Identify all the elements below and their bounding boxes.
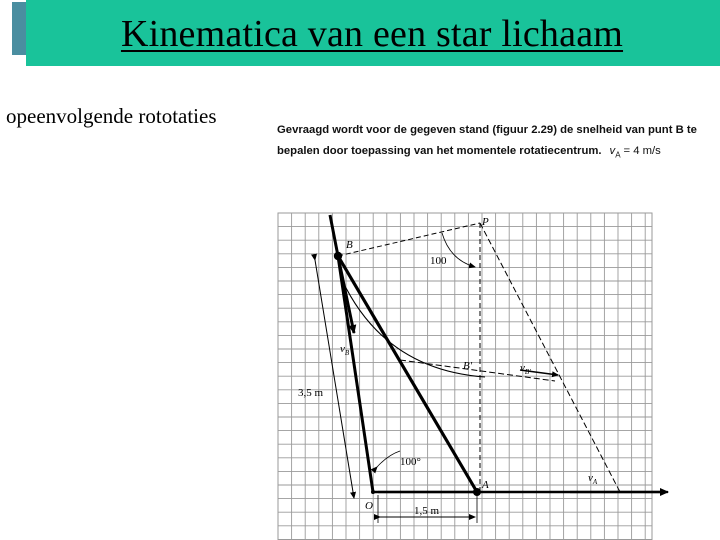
label-angle-bottom: 100° — [400, 456, 421, 468]
label-dim-rod: 3,5 m — [298, 387, 324, 399]
point-A — [473, 488, 481, 496]
label-vA-subscript: A — [592, 478, 598, 486]
label-P: P — [482, 216, 489, 228]
given-velocity-subscript: A — [615, 150, 621, 160]
slide-title: Kinematica van een star lichaam — [120, 13, 624, 55]
problem-line-2 — [277, 141, 720, 165]
label-A: A — [482, 479, 489, 491]
problem-statement — [277, 120, 720, 165]
given-velocity-value: = 4 — [623, 145, 640, 157]
label-B-prime: B' — [463, 360, 473, 372]
problem-line-2-text: bepalen door toepassing van het momentele rotatiecentrum. — [277, 145, 602, 157]
label-vB-prime-subscript: B' — [524, 368, 531, 376]
label-vB-subscript: B — [344, 349, 350, 357]
label-angle-top: 100 — [430, 255, 447, 267]
label-vB-symbol: v — [340, 343, 345, 355]
point-O — [371, 490, 375, 494]
label-O: O — [365, 500, 373, 512]
label-vA-symbol: v — [588, 472, 593, 484]
point-B — [334, 252, 342, 260]
problem-line-1: Gevraagd wordt voor de gegeven stand (figuur 2.29) de snelheid van punt B te — [277, 124, 697, 136]
label-vB-prime-symbol: v — [520, 362, 525, 374]
given-velocity-unit: m/s — [642, 145, 661, 157]
slide-subtitle: opeenvolgende rototaties — [6, 104, 217, 128]
label-dim-base: 1,5 m — [414, 505, 440, 517]
label-B: B — [346, 239, 353, 251]
kinematics-figure — [270, 205, 670, 540]
given-velocity-symbol: v — [609, 145, 616, 157]
